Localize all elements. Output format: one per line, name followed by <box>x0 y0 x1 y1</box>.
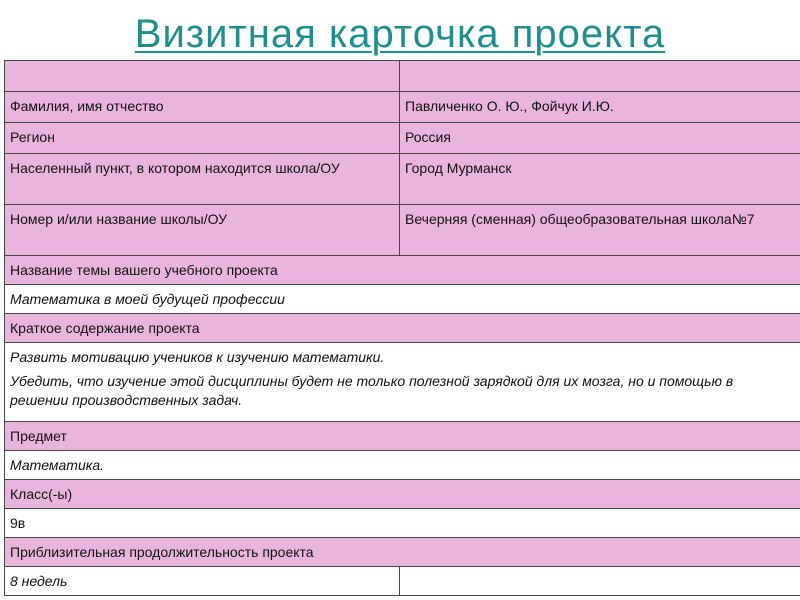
duration-value: 8 недель <box>5 567 400 596</box>
table-row-region <box>5 123 800 154</box>
table-header-row <box>5 61 800 92</box>
fio-value: Павличенко О. Ю., Фойчук И.Ю. <box>400 92 800 123</box>
subject-value: Математика. <box>5 451 800 480</box>
summary-paragraph-1: Развить мотивацию учеников к изучению математики. <box>10 349 385 365</box>
topic-value: Математика в моей будущей профессии <box>5 285 800 314</box>
fio-label: Фамилия, имя отчество <box>5 92 400 123</box>
table-row-grade-label <box>5 480 800 509</box>
summary-label: Краткое содержание проекта <box>5 314 800 343</box>
region-value: Россия <box>400 123 800 154</box>
table-row-topic-value <box>5 285 800 314</box>
grade-value: 9в <box>5 509 800 538</box>
subject-label: Предмет <box>5 422 800 451</box>
duration-label: Приблизительная продолжительность проекта <box>5 538 800 567</box>
table-row-duration-value <box>5 567 800 596</box>
school-label: Номер и/или название школы/ОУ <box>5 205 400 256</box>
school-value: Вечерняя (сменная) общеобразовательная школа№7 <box>400 205 800 256</box>
topic-label: Название темы вашего учебного проекта <box>5 256 800 285</box>
table-row-summary-label <box>5 314 800 343</box>
table-row-locality <box>5 154 800 205</box>
table-row-subject-label <box>5 422 800 451</box>
grade-label: Класс(-ы) <box>5 480 800 509</box>
table-row-subject-value <box>5 451 800 480</box>
header-cell-left <box>5 61 400 92</box>
project-card-table <box>4 60 800 596</box>
locality-label: Населенный пункт, в котором находится школа/ОУ <box>5 154 400 205</box>
page-title: Визитная карточка проекта <box>134 12 666 56</box>
table-row-duration-label <box>5 538 800 567</box>
table-row-summary-value <box>5 343 800 422</box>
duration-empty-cell <box>400 567 800 596</box>
table-row-school <box>5 205 800 256</box>
summary-value <box>5 343 800 422</box>
table-row-fio <box>5 92 800 123</box>
header-cell-right <box>400 61 800 92</box>
region-label: Регион <box>5 123 400 154</box>
table-row-topic-label <box>5 256 800 285</box>
summary-paragraph-2: Убедить, что изучение этой дисциплины будет не только полезной зарядкой для их мозга, но и помощью в решении производственных задач. <box>10 373 734 408</box>
table-row-grade-value <box>5 509 800 538</box>
locality-value: Город Мурманск <box>400 154 800 205</box>
